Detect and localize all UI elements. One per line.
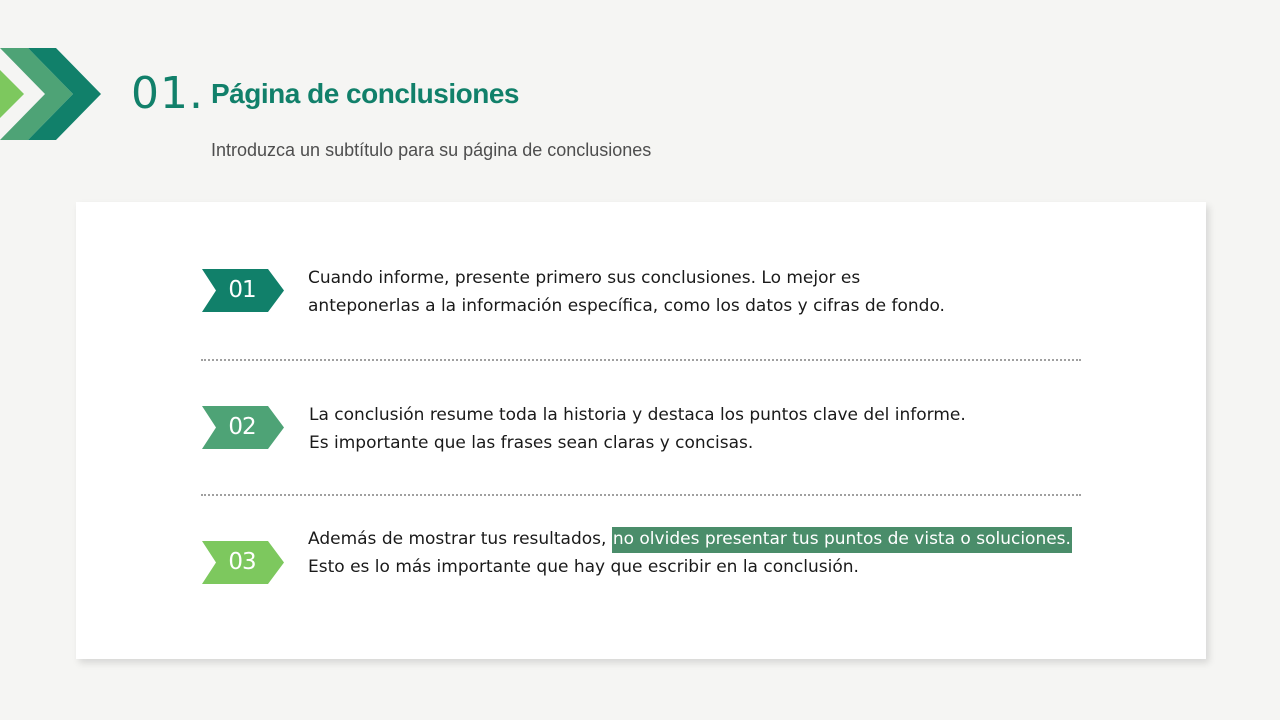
section-number: 01. [131, 68, 204, 119]
dotted-divider [201, 359, 1081, 361]
item-text-line-2: Esto es lo más importante que hay que escribir en la conclusión. [308, 557, 859, 577]
item-text-line-1 [308, 525, 1072, 553]
number-badge-3 [202, 541, 284, 584]
number-badge-1 [202, 269, 284, 312]
item-text-plain: Además de mostrar tus resultados, [308, 529, 607, 549]
page-title: Página de conclusiones [211, 78, 519, 109]
page-subtitle: Introduzca un subtítulo para su página de conclusiones [211, 140, 652, 160]
item-text [309, 401, 966, 457]
item-text-line-2: anteponerlas a la información específica, como los datos y cifras de fondo. [308, 296, 945, 316]
badge-number: 01 [228, 277, 256, 303]
item-text [308, 264, 945, 320]
badge-number: 03 [228, 549, 256, 575]
item-text [308, 525, 1072, 581]
item-text-line-1: Cuando informe, presente primero sus conclusiones. Lo mejor es [308, 268, 861, 288]
number-badge-2 [202, 406, 284, 449]
conclusions-card [76, 202, 1206, 659]
item-text-line-1: La conclusión resume toda la historia y destaca los puntos clave del informe. [309, 405, 966, 425]
highlighted-text: no olvides presentar tus puntos de vista o soluciones. [612, 527, 1072, 553]
chevron-decoration-icon [0, 48, 104, 140]
badge-number: 02 [228, 414, 256, 440]
dotted-divider [201, 494, 1081, 496]
item-text-line-2: Es importante que las frases sean claras y concisas. [309, 433, 754, 453]
